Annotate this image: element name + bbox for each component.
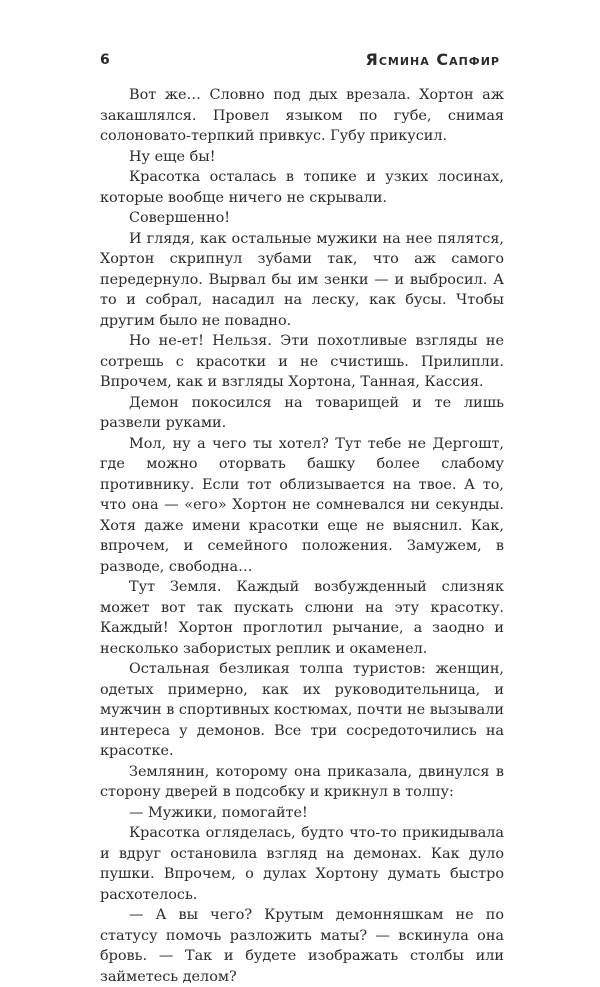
paragraph: Совершенно!	[129, 210, 231, 226]
paragraph: Тут Земля. Каждый возбужденный слизняк может вот так пускать слюни на эту красотку. Каждый! Хортон проглотил рычание, а заодно и несколько забористых реплик и окаменел.	[100, 579, 504, 657]
page-header	[100, 52, 500, 72]
paragraph: Демон покосился на товарищей и те лишь развели руками.	[100, 394, 504, 431]
paragraph: Но не-ет! Нельзя. Эти похотливые взгляды не сотрешь с красотки и не счистишь. Прилипли. Впрочем, как и взгляды Хортона, Танная, Кассия.	[100, 333, 504, 390]
paragraph: — А вы чего? Крутым демонняшкам не по статусу помочь разложить маты? — вскинула она бровь. — Так и будете изображать столбы или займетесь делом?	[100, 907, 504, 985]
paragraph: Вот же… Словно под дых врезала. Хортон аж закашлялся. Провел языком по губе, снимая солоновато-терпкий привкус. Губу прикусил.	[100, 87, 504, 144]
author-running-title: Ясмина Сапфир	[365, 50, 500, 69]
paragraph: И глядя, как остальные мужики на нее пялятся, Хортон скрипнул зубами так, что аж самого передернуло. Вырвал бы им зенки — и выбросил. А то и собрал, насадил на леску, как бусы. Чтобы другим было не повадно.	[100, 230, 504, 329]
paragraph: — Мужики, помогайте!	[129, 804, 308, 821]
body-text	[100, 85, 504, 987]
paragraph: Красотка осталась в топике и узких лосинах, которые вообще ничего не скрывали.	[100, 169, 504, 206]
paragraph: Остальная безликая толпа туристов: женщин, одетых примерно, как их руководительница, и мужчин в спортивных костюмах, почти не вызывали интереса у демонов. Все три сосредоточились на красотке.	[100, 661, 504, 759]
paragraph: Мол, ну а чего ты хотел? Тут тебе не Дергошт, где можно оторвать башку более слабому противнику. Если тот облизывается на твое. А то, что она — «его» Хортон не сомневался ни секунды. Хотя даже имени красотки еще не выяснил. Как, впрочем, и семейного положения. Замужем, в разводе, свободна…	[100, 435, 504, 575]
paragraph: Землянин, которому она приказала, двинулся в сторону дверей в подсобку и крикнул в толпу:	[100, 763, 504, 800]
paragraph: Красотка огляделась, будто что-то прикидывала и вдруг остановила взгляд на демонах. Как дуло пушки. Впрочем, о дулах Хортону думать быстро расхотелось.	[100, 825, 504, 903]
page-number: 6	[100, 52, 110, 68]
paragraph: Ну еще бы!	[129, 148, 216, 165]
